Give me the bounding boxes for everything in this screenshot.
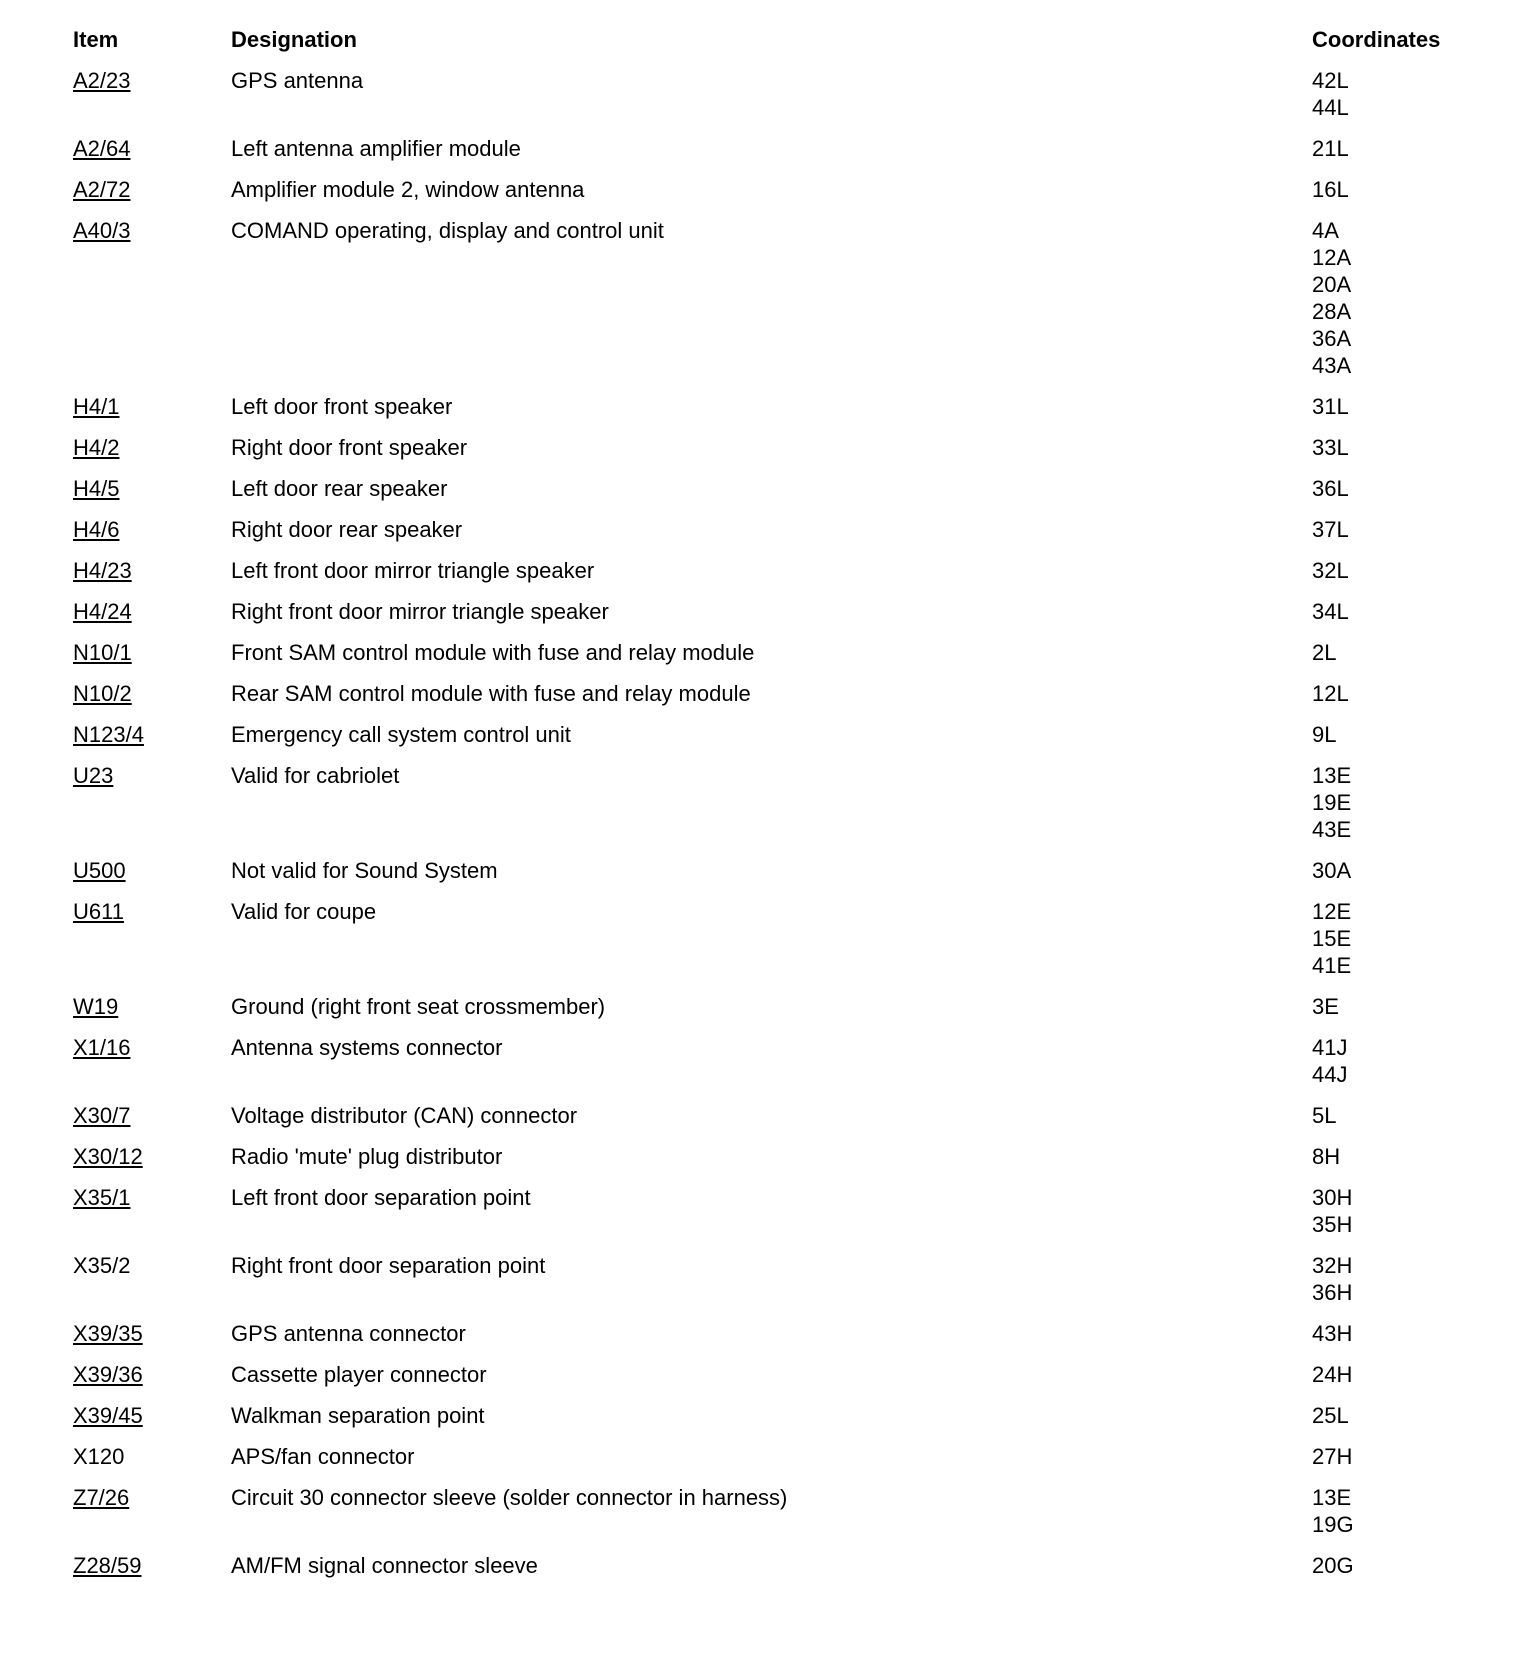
- row-spacer: [0, 502, 1520, 516]
- table-row: [0, 475, 1520, 502]
- item-coordinates: [1312, 176, 1492, 203]
- item-coordinates: [1312, 1252, 1492, 1306]
- item-code-link[interactable]: U23: [73, 763, 114, 788]
- coordinate-value: 9L: [1312, 722, 1337, 747]
- row-spacer: [0, 121, 1520, 135]
- coordinate-value: 12E: [1312, 899, 1352, 924]
- table-row: [0, 1143, 1520, 1170]
- item-designation: Rear SAM control module with fuse and relay module: [231, 681, 751, 706]
- table-row: [0, 598, 1520, 625]
- item-designation: Radio 'mute' plug distributor: [231, 1144, 503, 1169]
- item-coordinates: [1312, 1184, 1492, 1238]
- table-row: [0, 1443, 1520, 1470]
- item-designation: Right door rear speaker: [231, 517, 463, 542]
- row-spacer: [0, 666, 1520, 680]
- coordinate-value: 36A: [1312, 326, 1352, 351]
- item-code-link[interactable]: U611: [73, 899, 124, 924]
- coordinate-value: 25L: [1312, 1403, 1349, 1428]
- row-spacer: [0, 1306, 1520, 1320]
- item-code-link[interactable]: W19: [73, 994, 119, 1019]
- coordinate-value: 43H: [1312, 1321, 1353, 1346]
- coordinate-value: 33L: [1312, 435, 1349, 460]
- item-coordinates: [1312, 1102, 1492, 1129]
- coordinate-value: 19G: [1312, 1512, 1354, 1537]
- item-designation: Left front door separation point: [231, 1185, 531, 1210]
- item-designation: Right front door separation point: [231, 1253, 546, 1278]
- item-coordinates: [1312, 1402, 1492, 1429]
- item-code-link[interactable]: U500: [73, 858, 126, 883]
- item-coordinates: [1312, 1034, 1492, 1088]
- header-coordinates: Coordinates: [1312, 27, 1441, 52]
- item-code-link[interactable]: X39/36: [73, 1362, 143, 1387]
- item-code-link[interactable]: X39/45: [73, 1403, 143, 1428]
- header-item: Item: [73, 27, 119, 52]
- table-row: [0, 721, 1520, 748]
- item-coordinates: [1312, 857, 1492, 884]
- item-designation: APS/fan connector: [231, 1444, 415, 1469]
- table-row: [0, 557, 1520, 584]
- coordinate-value: 3E: [1312, 994, 1339, 1019]
- item-designation: Left door rear speaker: [231, 476, 448, 501]
- coordinate-value: 21L: [1312, 136, 1349, 161]
- coordinate-value: 20G: [1312, 1553, 1354, 1578]
- item-coordinates: [1312, 1143, 1492, 1170]
- table-row: [0, 1184, 1520, 1238]
- item-designation: Walkman separation point: [231, 1403, 485, 1428]
- item-coordinates: [1312, 434, 1492, 461]
- item-coordinates: [1312, 721, 1492, 748]
- item-code-link[interactable]: H4/5: [73, 476, 120, 501]
- item-designation: Cassette player connector: [231, 1362, 487, 1387]
- coordinate-value: 2L: [1312, 640, 1337, 665]
- coordinate-value: 20A: [1312, 272, 1352, 297]
- item-coordinates: [1312, 762, 1492, 843]
- coordinate-value: 43A: [1312, 353, 1352, 378]
- coordinate-value: 28A: [1312, 299, 1352, 324]
- table-row: [0, 639, 1520, 666]
- item-code-link[interactable]: Z28/59: [73, 1553, 142, 1578]
- table-row: [0, 762, 1520, 843]
- row-spacer: [0, 461, 1520, 475]
- item-designation: Valid for cabriolet: [231, 763, 400, 788]
- item-designation: Antenna systems connector: [231, 1035, 503, 1060]
- coordinate-value: 16L: [1312, 177, 1349, 202]
- coordinate-value: 32H: [1312, 1253, 1353, 1278]
- row-spacer: [0, 748, 1520, 762]
- item-coordinates: [1312, 898, 1492, 979]
- row-spacer: [0, 1238, 1520, 1252]
- item-code-link[interactable]: Z7/26: [73, 1485, 130, 1510]
- row-spacer: [0, 379, 1520, 393]
- coordinate-value: 13E: [1312, 1485, 1352, 1510]
- coordinate-value: 8H: [1312, 1144, 1341, 1169]
- item-coordinates: [1312, 217, 1492, 379]
- item-code-link[interactable]: H4/24: [73, 599, 132, 624]
- item-designation: Front SAM control module with fuse and relay module: [231, 640, 755, 665]
- item-code-link[interactable]: H4/2: [73, 435, 120, 460]
- row-spacer: [0, 1347, 1520, 1361]
- coordinate-value: 42L: [1312, 68, 1349, 93]
- table-row: [0, 1102, 1520, 1129]
- item-designation: GPS antenna connector: [231, 1321, 466, 1346]
- item-code-link[interactable]: H4/23: [73, 558, 132, 583]
- item-coordinates: [1312, 557, 1492, 584]
- item-code-link[interactable]: X35/1: [73, 1185, 131, 1210]
- table-row: [0, 1552, 1520, 1579]
- item-coordinates: [1312, 1443, 1492, 1470]
- item-code-link[interactable]: X39/35: [73, 1321, 143, 1346]
- item-code: X120: [73, 1444, 125, 1469]
- item-designation: Ground (right front seat crossmember): [231, 994, 606, 1019]
- item-designation: GPS antenna: [231, 68, 364, 93]
- item-coordinates: [1312, 516, 1492, 543]
- coordinate-value: 36H: [1312, 1280, 1353, 1305]
- item-code-link[interactable]: N10/2: [73, 681, 132, 706]
- coordinate-value: 41E: [1312, 953, 1352, 978]
- coordinate-value: 19E: [1312, 790, 1352, 815]
- item-coordinates: [1312, 135, 1492, 162]
- item-code-link[interactable]: A2/64: [73, 136, 131, 161]
- coordinate-value: 32L: [1312, 558, 1349, 583]
- item-coordinates: [1312, 1361, 1492, 1388]
- item-designation: AM/FM signal connector sleeve: [231, 1553, 538, 1578]
- coordinate-value: 4A: [1312, 218, 1339, 243]
- item-designation: Not valid for Sound System: [231, 858, 498, 883]
- coordinate-value: 15E: [1312, 926, 1352, 951]
- item-coordinates: [1312, 393, 1492, 420]
- item-code-link[interactable]: H4/6: [73, 517, 120, 542]
- table-row: [0, 1402, 1520, 1429]
- table-row: [0, 393, 1520, 420]
- item-designation: Left door front speaker: [231, 394, 453, 419]
- row-spacer: [0, 625, 1520, 639]
- row-spacer: [0, 1538, 1520, 1552]
- row-spacer: [0, 584, 1520, 598]
- table-row: [0, 217, 1520, 379]
- coordinate-value: 35H: [1312, 1212, 1353, 1237]
- item-designation: Circuit 30 connector sleeve (solder connector in harness): [231, 1485, 788, 1510]
- item-coordinates: [1312, 993, 1492, 1020]
- table-row: [0, 135, 1520, 162]
- row-spacer: [0, 1388, 1520, 1402]
- row-spacer: [0, 1088, 1520, 1102]
- coordinate-value: 43E: [1312, 817, 1352, 842]
- coordinate-value: 30A: [1312, 858, 1352, 883]
- table-row: [0, 680, 1520, 707]
- item-code-link[interactable]: H4/1: [73, 394, 120, 419]
- row-spacer: [0, 1470, 1520, 1484]
- item-code: X35/2: [73, 1253, 131, 1278]
- coordinate-value: 44J: [1312, 1062, 1348, 1087]
- item-code-link[interactable]: A2/23: [73, 68, 131, 93]
- item-designation: Right door front speaker: [231, 435, 468, 460]
- item-code-link[interactable]: X1/16: [73, 1035, 131, 1060]
- row-spacer: [0, 203, 1520, 217]
- item-coordinates: [1312, 639, 1492, 666]
- coordinate-value: 34L: [1312, 599, 1349, 624]
- coordinate-value: 13E: [1312, 763, 1352, 788]
- item-code-link[interactable]: X30/7: [73, 1103, 131, 1128]
- table-row: [0, 1320, 1520, 1347]
- table-row: [0, 1361, 1520, 1388]
- item-code-link[interactable]: X30/12: [73, 1144, 143, 1169]
- item-coordinates: [1312, 1484, 1492, 1538]
- item-designation: Emergency call system control unit: [231, 722, 571, 747]
- item-coordinates: [1312, 598, 1492, 625]
- table-row: [0, 67, 1520, 121]
- table-row: [0, 857, 1520, 884]
- row-spacer: [0, 884, 1520, 898]
- table-row: [0, 1484, 1520, 1538]
- coordinate-value: 24H: [1312, 1362, 1353, 1387]
- item-designation: Right front door mirror triangle speaker: [231, 599, 609, 624]
- table-row: [0, 1034, 1520, 1088]
- table-row: [0, 176, 1520, 203]
- item-designation: Voltage distributor (CAN) connector: [231, 1103, 578, 1128]
- coordinate-value: 44L: [1312, 95, 1349, 120]
- item-code-link[interactable]: N123/4: [73, 722, 144, 747]
- item-coordinates: [1312, 1552, 1492, 1579]
- item-coordinates: [1312, 475, 1492, 502]
- item-designation: Left antenna amplifier module: [231, 136, 521, 161]
- coordinate-value: 36L: [1312, 476, 1349, 501]
- coordinate-value: 30H: [1312, 1185, 1353, 1210]
- row-spacer: [0, 707, 1520, 721]
- item-code-link[interactable]: N10/1: [73, 640, 132, 665]
- table-row: [0, 516, 1520, 543]
- row-spacer: [0, 162, 1520, 176]
- item-coordinates: [1312, 67, 1492, 121]
- coordinate-value: 5L: [1312, 1103, 1337, 1128]
- row-spacer: [0, 1170, 1520, 1184]
- row-spacer: [0, 543, 1520, 557]
- table-row: [0, 1252, 1520, 1306]
- row-spacer: [0, 979, 1520, 993]
- item-code-link[interactable]: A40/3: [73, 218, 131, 243]
- table-header: [0, 26, 1520, 56]
- table-row: [0, 434, 1520, 461]
- row-spacer: [0, 420, 1520, 434]
- coordinate-value: 37L: [1312, 517, 1349, 542]
- row-spacer: [0, 1020, 1520, 1034]
- coordinate-value: 31L: [1312, 394, 1349, 419]
- row-spacer: [0, 1429, 1520, 1443]
- row-spacer: [0, 1579, 1520, 1593]
- coordinate-value: 12A: [1312, 245, 1352, 270]
- coordinate-value: 12L: [1312, 681, 1349, 706]
- item-designation: Amplifier module 2, window antenna: [231, 177, 585, 202]
- item-designation: COMAND operating, display and control unit: [231, 218, 664, 243]
- item-code-link[interactable]: A2/72: [73, 177, 131, 202]
- item-coordinates: [1312, 680, 1492, 707]
- item-designation: Left front door mirror triangle speaker: [231, 558, 595, 583]
- item-designation: Valid for coupe: [231, 899, 377, 924]
- table-row: [0, 993, 1520, 1020]
- item-coordinates: [1312, 1320, 1492, 1347]
- coordinate-value: 41J: [1312, 1035, 1348, 1060]
- component-table: [0, 67, 1520, 1593]
- row-spacer: [0, 1129, 1520, 1143]
- table-row: [0, 898, 1520, 979]
- coordinate-value: 27H: [1312, 1444, 1353, 1469]
- row-spacer: [0, 843, 1520, 857]
- header-designation: Designation: [231, 27, 357, 52]
